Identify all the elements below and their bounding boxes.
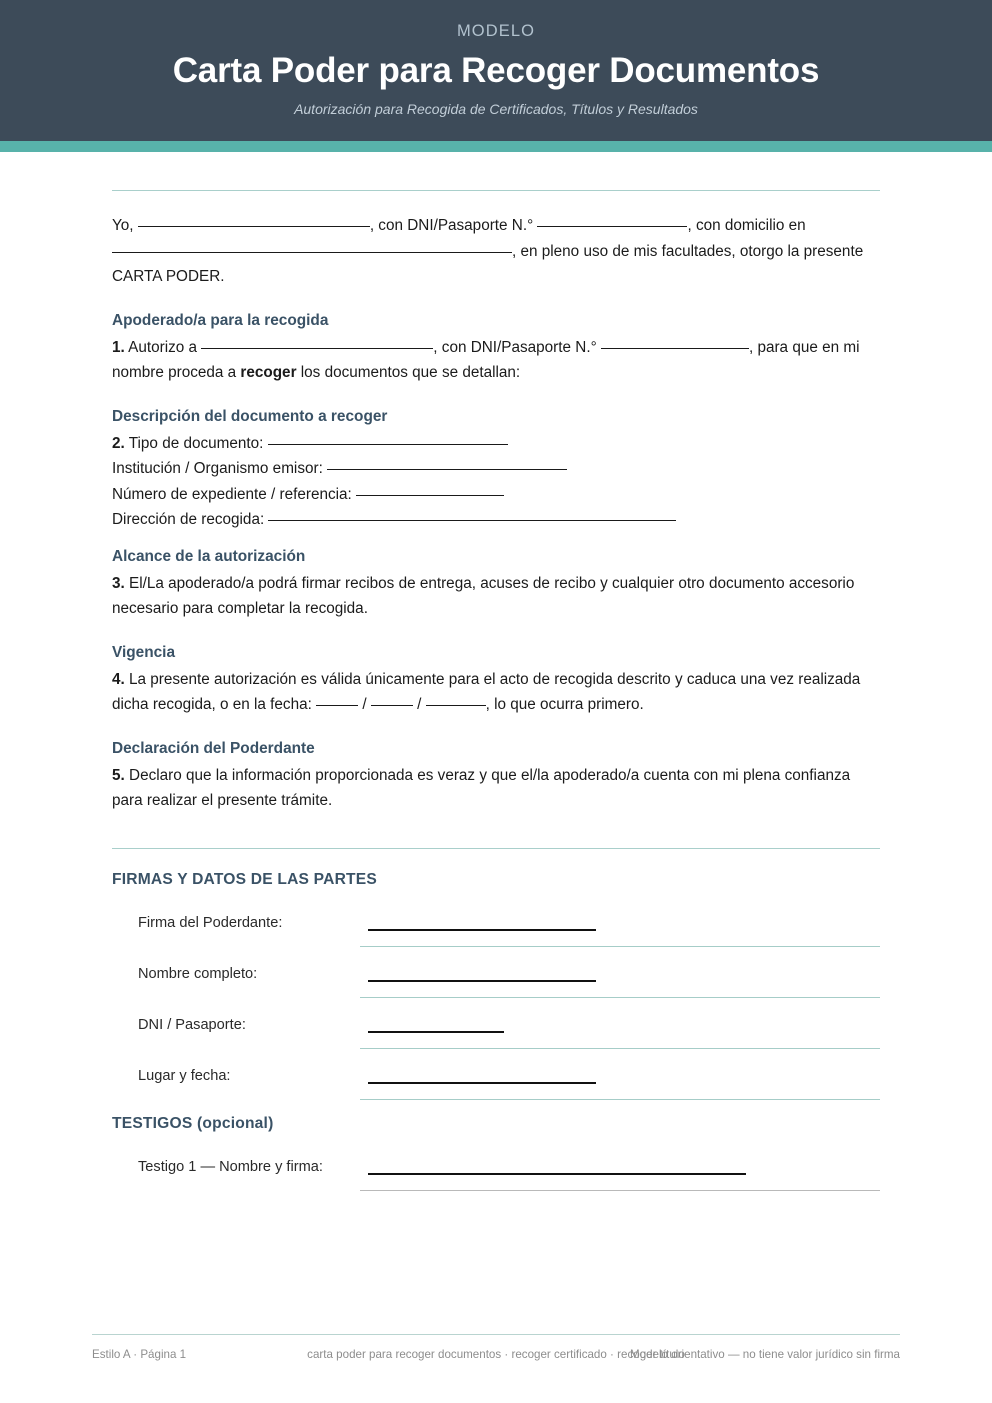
signatures-title: FIRMAS Y DATOS DE LAS PARTES xyxy=(112,870,377,888)
accent-bar xyxy=(0,141,992,152)
header-subtitle: Autorización para Recogida de Certificados, Títulos y Resultados xyxy=(294,101,698,117)
vigencia-text-2: , lo que ocurra primero. xyxy=(485,696,644,713)
paragraph-apoderado xyxy=(112,335,880,386)
apoderado-text-2: , con DNI/Pasaporte N.° xyxy=(433,338,597,356)
apoderado-text-1: Autorizo a xyxy=(128,338,198,356)
blank-attorney-name[interactable] xyxy=(201,348,433,349)
footer-center-text: carta poder para recoger documentos · recoger certificado · recoger título xyxy=(307,1348,685,1361)
heading-vigencia: Vigencia xyxy=(112,643,176,661)
item-number-3: 3. xyxy=(112,574,125,592)
date-separator-2: / xyxy=(417,696,422,713)
apoderado-text-3: , para que en mi nombre proceda a xyxy=(112,338,860,381)
footer-right-text: Modelo orientativo — no tiene valor jurídico sin firma xyxy=(629,1348,900,1361)
blank-expiry-year[interactable] xyxy=(426,705,486,706)
label-tipo-documento: Tipo de documento: xyxy=(128,434,264,452)
footer-left-text: Estilo A · Página 1 xyxy=(92,1348,187,1361)
signature-line-area[interactable] xyxy=(360,911,880,951)
witness-rule xyxy=(360,1190,880,1191)
signature-write-line[interactable] xyxy=(368,929,596,931)
apoderado-text-4: los documentos que se detallan: xyxy=(300,364,521,381)
intro-paragraph xyxy=(112,213,880,290)
alcance-text: El/La apoderado/a podrá firmar recibos de entrega, acuses de recibo y cualquier otro documento accesorio necesario para completar la recogida. xyxy=(112,574,855,617)
paragraph-declaracion xyxy=(112,763,880,814)
blank-institucion[interactable] xyxy=(327,469,567,470)
signature-row-poderdante xyxy=(112,911,880,951)
signature-label: Firma del Poderdante: xyxy=(138,914,283,931)
document-body xyxy=(0,190,992,1195)
signature-rule xyxy=(360,1099,880,1100)
heading-apoderado: Apoderado/a para la recogida xyxy=(112,311,329,329)
label-expediente: Número de expediente / referencia: xyxy=(112,485,352,503)
heading-declaracion: Declaración del Poderdante xyxy=(112,739,315,757)
signature-write-line[interactable] xyxy=(368,1031,504,1033)
item-number-4: 4. xyxy=(112,670,125,688)
heading-alcance: Alcance de la autorización xyxy=(112,547,306,565)
paragraph-alcance xyxy=(112,571,880,622)
intro-text-3: , con domicilio en xyxy=(687,217,806,234)
signature-line-area[interactable] xyxy=(360,962,880,1002)
blank-expiry-month[interactable] xyxy=(371,705,413,706)
signature-line-area[interactable] xyxy=(360,1064,880,1104)
item-number-2: 2. xyxy=(112,434,125,452)
footer-divider xyxy=(92,1334,900,1335)
field-expediente xyxy=(112,482,880,508)
apoderado-emphasis: recoger xyxy=(240,364,297,381)
blank-expiry-day[interactable] xyxy=(316,705,358,706)
witnesses-title: TESTIGOS (opcional) xyxy=(112,1114,274,1132)
footer-content xyxy=(92,1348,900,1366)
date-separator-1: / xyxy=(362,696,367,713)
signature-label: DNI / Pasaporte: xyxy=(138,1016,246,1033)
signature-row-dni xyxy=(112,1013,880,1053)
signature-rule xyxy=(360,1048,880,1049)
intro-text-2: , con DNI/Pasaporte N.° xyxy=(369,217,534,234)
vigencia-text-1: La presente autorización es válida únicamente para el acto de recogida descrito y caduca una vez realizada dicha recogida, o en la fecha: xyxy=(112,670,861,713)
signature-rule xyxy=(360,946,880,947)
item-number-1: 1. xyxy=(112,338,125,356)
label-direccion-recogida: Dirección de recogida: xyxy=(112,511,265,528)
item-number-5: 5. xyxy=(112,766,125,784)
heading-descripcion: Descripción del documento a recoger xyxy=(112,407,388,425)
witness-label: Testigo 1 — Nombre y firma: xyxy=(138,1158,323,1175)
document-footer xyxy=(0,1334,992,1366)
page-title: Carta Poder para Recoger Documentos xyxy=(172,51,820,90)
signature-line-area[interactable] xyxy=(360,1013,880,1053)
field-direccion-recogida xyxy=(112,507,880,533)
paragraph-vigencia xyxy=(112,667,880,718)
blank-expediente[interactable] xyxy=(356,495,504,496)
witness-write-line[interactable] xyxy=(368,1173,746,1175)
blank-grantor-address[interactable] xyxy=(112,252,512,253)
witness-row-1 xyxy=(112,1155,880,1195)
field-institucion xyxy=(112,456,880,482)
document-header xyxy=(0,0,992,141)
signature-write-line[interactable] xyxy=(368,1082,596,1084)
signature-row-nombre xyxy=(112,962,880,1002)
signature-rule xyxy=(360,997,880,998)
top-divider xyxy=(112,190,880,191)
blank-grantor-name[interactable] xyxy=(138,226,370,227)
field-tipo-documento xyxy=(112,431,880,457)
label-institucion: Institución / Organismo emisor: xyxy=(112,460,323,477)
declaracion-text: Declaro que la información proporcionada es veraz y que el/la apoderado/a cuenta con mi plena confianza para realizar el presente trámite. xyxy=(112,766,851,809)
intro-text-1: Yo, xyxy=(112,217,134,234)
blank-direccion-recogida[interactable] xyxy=(268,520,676,521)
signatures-divider xyxy=(112,848,880,849)
signature-label: Lugar y fecha: xyxy=(138,1067,231,1084)
blank-tipo-documento[interactable] xyxy=(268,444,508,445)
blank-grantor-dni[interactable] xyxy=(537,226,687,227)
signature-write-line[interactable] xyxy=(368,980,596,982)
blank-attorney-dni[interactable] xyxy=(601,348,749,349)
signature-label: Nombre completo: xyxy=(138,965,258,982)
witness-line-area[interactable] xyxy=(360,1155,880,1195)
header-kicker: MODELO xyxy=(456,22,536,40)
intro-text-4: , en pleno uso de mis facultades, otorgo la presente CARTA PODER. xyxy=(112,242,864,285)
signature-row-lugar-fecha xyxy=(112,1064,880,1104)
